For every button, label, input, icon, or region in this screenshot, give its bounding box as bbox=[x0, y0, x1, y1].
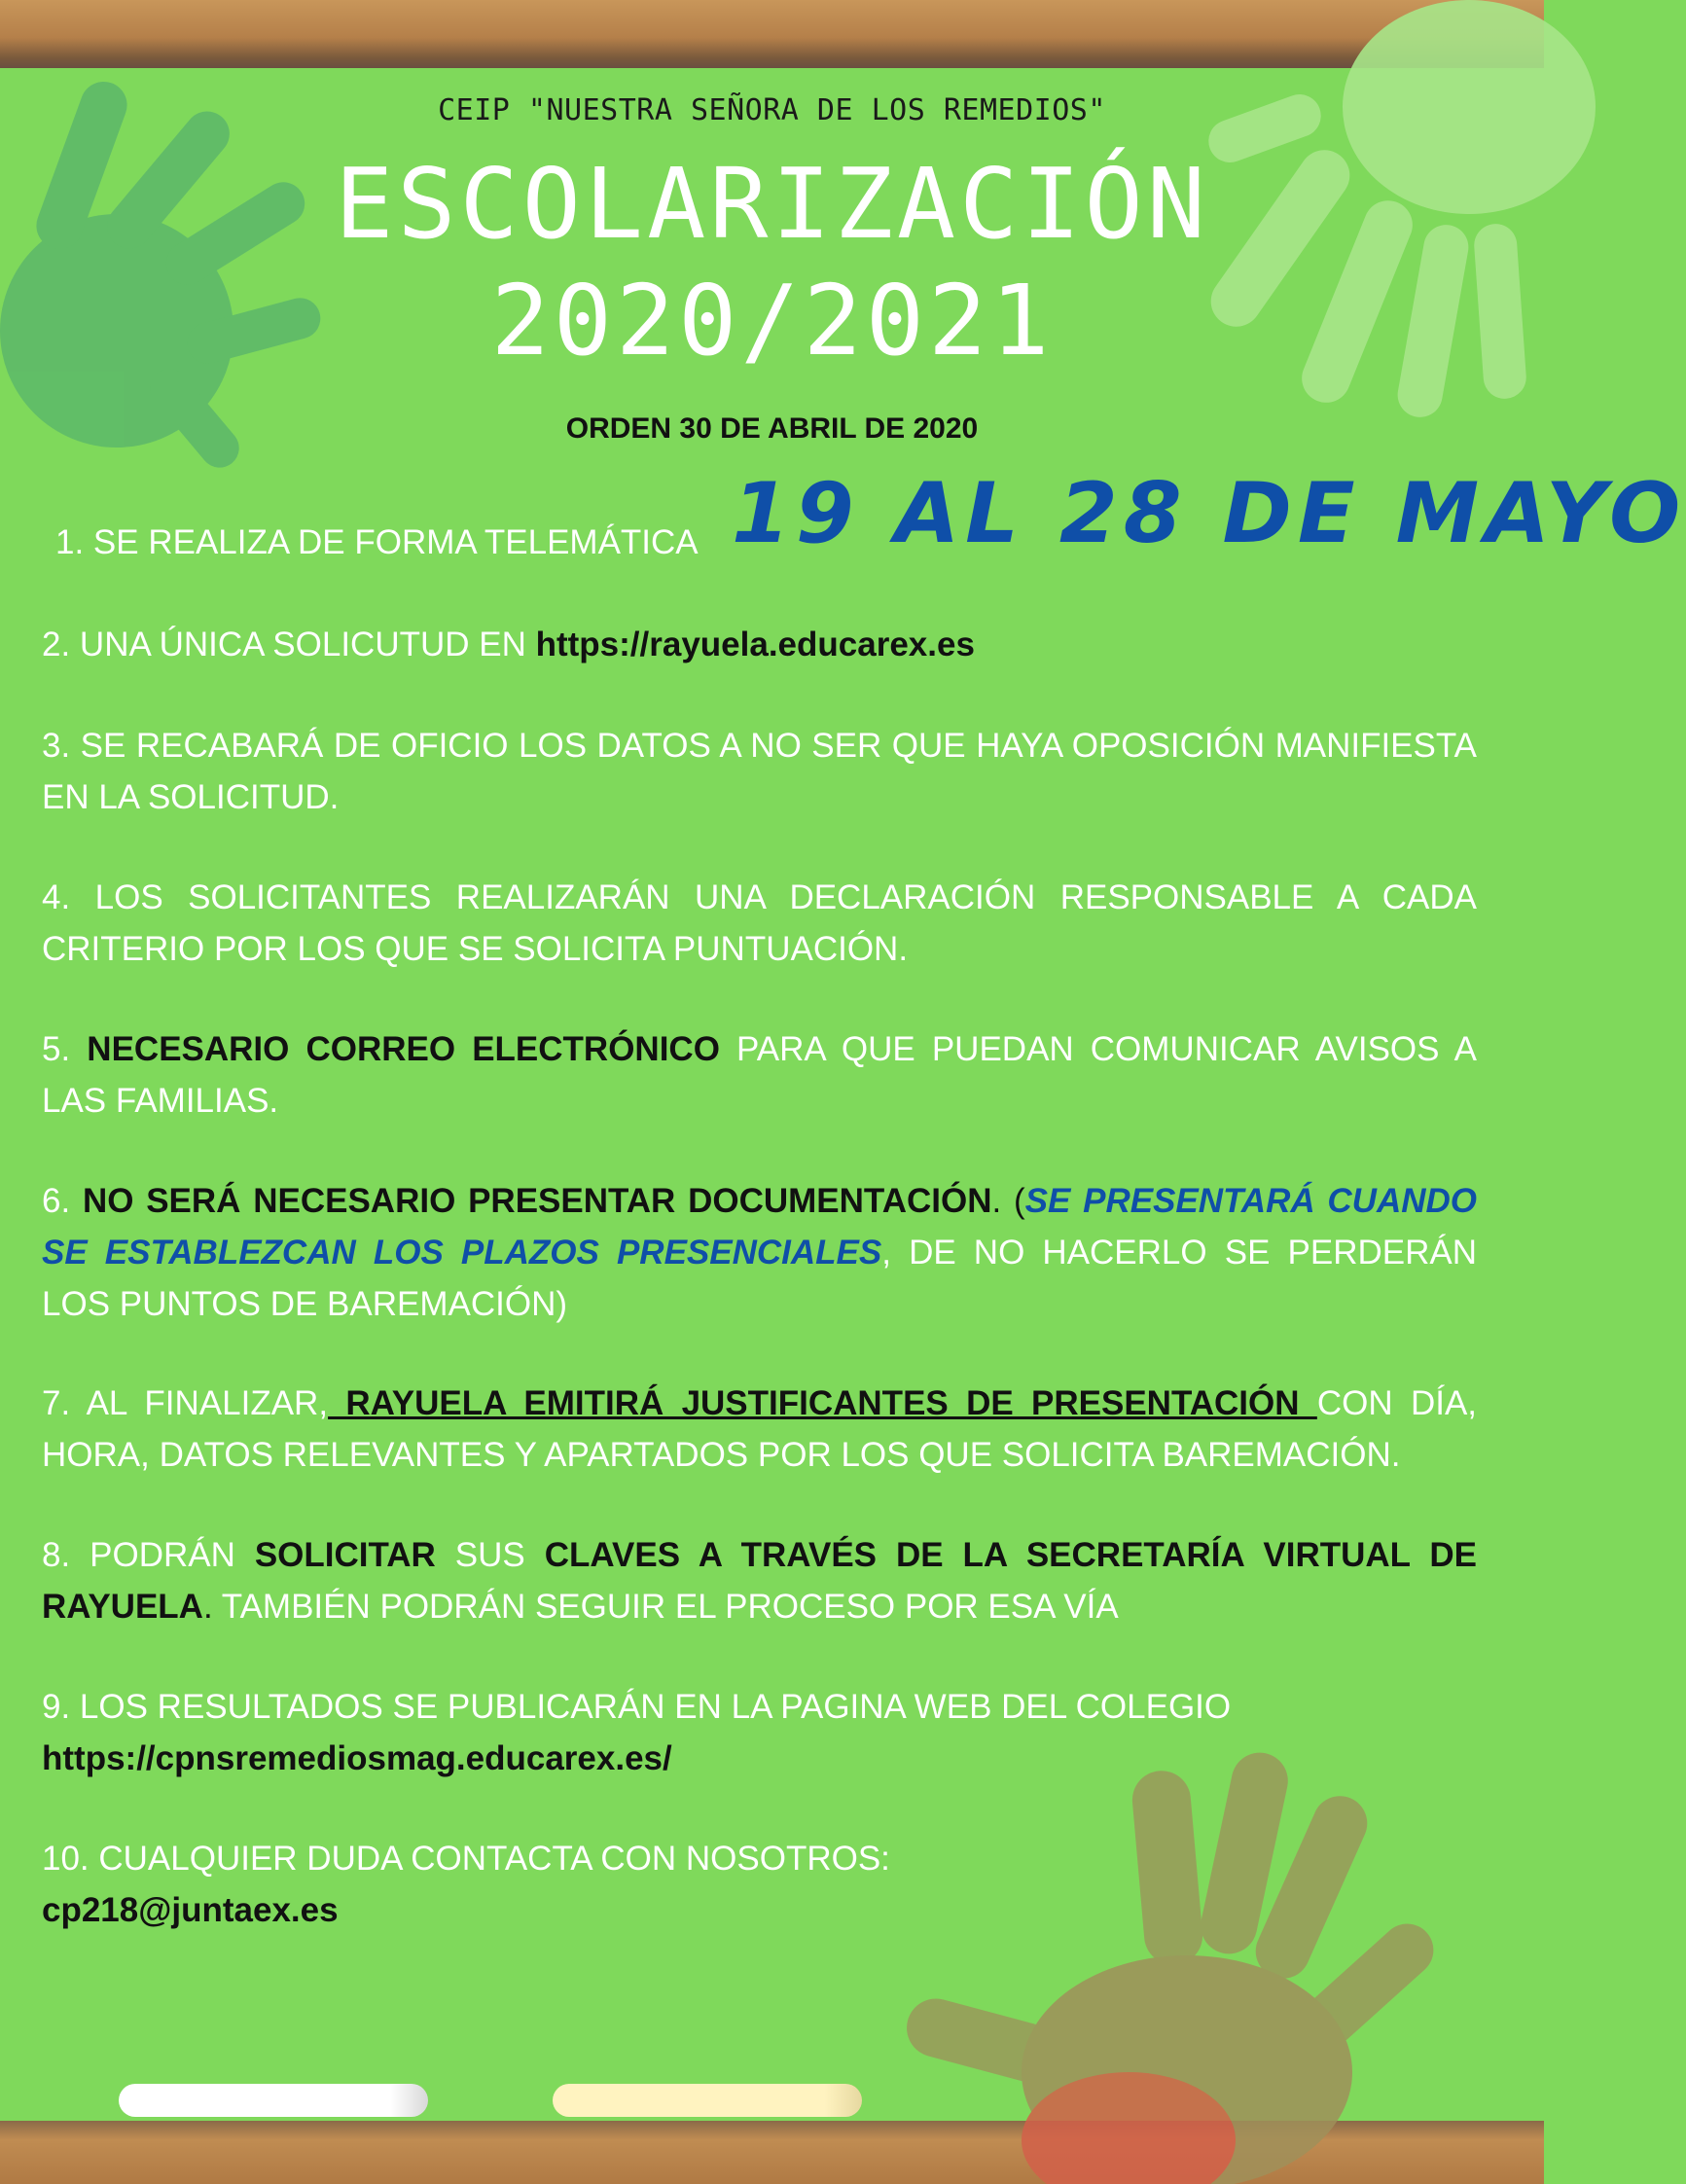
item-number: 1. bbox=[55, 523, 93, 561]
yellow-chalk-icon bbox=[553, 2084, 862, 2117]
list-item-1 bbox=[55, 517, 1490, 568]
list-item-7 bbox=[42, 1378, 1477, 1481]
solicitar-text: SOLICITAR bbox=[254, 1536, 436, 1574]
list-item-3 bbox=[42, 720, 1477, 823]
item-text: CON DÍA, HORA, DATOS RELEVANTES Y APARTADOS POR LOS QUE SOLICITA BAREMACIÓN. bbox=[42, 1384, 1478, 1474]
list-item-6 bbox=[42, 1175, 1477, 1330]
list-item-10 bbox=[42, 1833, 1477, 1936]
page-title: ESCOLARIZACIÓN bbox=[335, 147, 1209, 261]
school-website-link[interactable]: https://cpnsremediosmag.educarex.es/ bbox=[42, 1739, 672, 1777]
item-text: 3. SE RECABARÁ DE OFICIO LOS DATOS A NO SER QUE HAYA OPOSICIÓN MANIFIESTA EN LA SOLICITUD. bbox=[42, 727, 1477, 816]
justificantes-text: RAYUELA EMITIRÁ JUSTIFICANTES DE PRESENTACIÓN bbox=[328, 1384, 1317, 1422]
punctuation: . bbox=[202, 1588, 213, 1626]
rayuela-link[interactable]: https://rayuela.educarex.es bbox=[535, 626, 975, 663]
presential-note-text: SE PRESENTARÁ CUANDO SE ESTABLEZCAN LOS PLAZOS PRESENCIALES bbox=[42, 1182, 1477, 1271]
contact-email-link[interactable]: cp218@juntaex.es bbox=[42, 1891, 339, 1929]
punctuation: . ( bbox=[991, 1182, 1025, 1220]
item-text: 9. LOS RESULTADOS SE PUBLICARÁN EN LA PAGINA WEB DEL COLEGIO bbox=[42, 1688, 1232, 1726]
item-text: PARA QUE PUEDAN COMUNICAR AVISOS A LAS FAMILIAS. bbox=[42, 1030, 1478, 1120]
list-item-2 bbox=[42, 619, 1477, 670]
item-text: SUS bbox=[435, 1536, 545, 1574]
list-item-4 bbox=[42, 872, 1477, 975]
item-text: 10. CUALQUIER DUDA CONTACTA CON NOSOTROS: bbox=[42, 1840, 890, 1878]
list-item-5 bbox=[42, 1023, 1477, 1127]
item-text: 2. UNA ÚNICA SOLICUTUD EN bbox=[42, 626, 536, 663]
secretaria-virtual-text: CLAVES A TRAVÉS DE LA SECRETARÍA VIRTUAL DE RAYUELA bbox=[42, 1536, 1477, 1626]
item-text: 4. LOS SOLICITANTES REALIZARÁN UNA DECLARACIÓN RESPONSABLE A CADA CRITERIO POR LOS QUE SE SOLICITA PUNTUACIÓN. bbox=[42, 878, 1477, 968]
item-text: SE REALIZA DE FORMA TELEMÁTICA bbox=[92, 523, 699, 561]
item-text: 8. PODRÁN bbox=[42, 1536, 255, 1574]
email-required-text: NECESARIO CORREO ELECTRÓNICO bbox=[87, 1030, 720, 1068]
brown-red-handprint-icon bbox=[895, 1751, 1544, 2184]
no-documentation-text: NO SERÁ NECESARIO PRESENTAR DOCUMENTACIÓN bbox=[82, 1182, 992, 1220]
item-text: , DE NO HACERLO SE PERDERÁN LOS PUNTOS DE BAREMACIÓN) bbox=[42, 1234, 1478, 1323]
item-number: 5. bbox=[42, 1030, 88, 1068]
school-name: CEIP "NUESTRA SEÑORA DE LOS REMEDIOS" bbox=[438, 93, 1106, 127]
enrollment-dates: 19 AL 28 DE MAYO bbox=[732, 465, 1686, 562]
item-number: 6. bbox=[42, 1182, 83, 1220]
school-year: 2020/2021 bbox=[490, 264, 1054, 377]
list-item-9 bbox=[42, 1681, 1477, 1784]
list-item-8 bbox=[42, 1529, 1477, 1632]
white-chalk-icon bbox=[119, 2084, 428, 2117]
item-text: TAMBIÉN PODRÁN SEGUIR EL PROCESO POR ESA VÍA bbox=[212, 1588, 1119, 1626]
order-date: ORDEN 30 DE ABRIL DE 2020 bbox=[565, 412, 979, 445]
item-text: 7. AL FINALIZAR, bbox=[42, 1384, 329, 1422]
